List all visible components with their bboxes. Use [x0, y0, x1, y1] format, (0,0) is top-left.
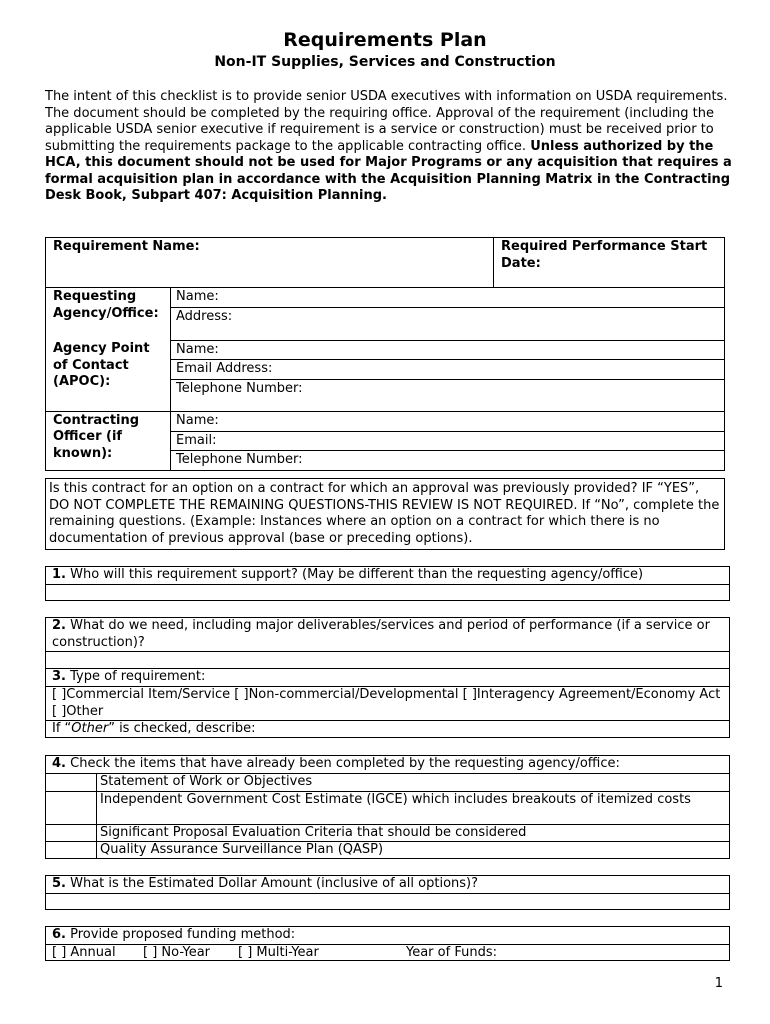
intro-text: The intent of this checklist is to provide senior USDA executives with information on USDA requirements. The document should be completed by the requiring office. Approval of the requirement (including the applicable USDA senior executive if requirement is a service or construction) must be received prior to submitting the requirements package to the applicable contracting office.: [45, 89, 728, 154]
co-email-field[interactable]: [171, 431, 725, 451]
question-5: [45, 875, 730, 910]
q6-number: 6.: [52, 927, 66, 942]
q3-other-describe[interactable]: [46, 720, 729, 738]
co-email-label: Email:: [176, 432, 217, 448]
apoc-phone-label: Telephone Number:: [176, 380, 303, 396]
q1-answer-field[interactable]: [46, 584, 729, 602]
page-number: 1: [714, 976, 723, 991]
q4-checkbox-3[interactable]: [46, 824, 97, 842]
question-4: [45, 755, 730, 859]
q4-checklist: [46, 773, 729, 859]
start-date-label: Required Performance Start Date:: [501, 239, 708, 271]
requesting-address-label: Address:: [176, 308, 233, 324]
requesting-name-field[interactable]: [171, 288, 725, 308]
q6-year-of-funds-label: Year of Funds:: [406, 945, 497, 960]
apoc-name-label: Name:: [176, 341, 219, 357]
option-notice-text: Is this contract for an option on a contract for which an approval was previously provided? IF “YES”, DO NOT COMPLETE THE REMAINING QUESTIONS-THIS REVIEW IS NOT REQUIRED. If “No”, complete the remaining questions. (Example: Instances where an option on a contract for which there is no documentation of previous approval (base or preceding options).: [49, 481, 720, 546]
q5-text: What is the Estimated Dollar Amount (inclusive of all options)?: [70, 876, 479, 891]
q4-number: 4.: [52, 756, 66, 771]
q1-number: 1.: [52, 567, 66, 582]
q4-checkbox-1[interactable]: [46, 774, 97, 792]
apoc-name-field[interactable]: [171, 340, 725, 360]
start-date-field[interactable]: [494, 238, 725, 288]
co-name-label: Name:: [176, 412, 219, 428]
apoc-email-label: Email Address:: [176, 361, 273, 376]
q3-number: 3.: [52, 669, 66, 684]
q3-other-post: ” is checked, describe:: [108, 721, 256, 736]
requirement-name-label: Requirement Name:: [53, 239, 200, 254]
requesting-name-label: Name:: [176, 289, 219, 304]
question-1: [45, 566, 730, 601]
requesting-address-field[interactable]: [171, 307, 725, 340]
apoc-label: Agency Point of Contact (APOC):: [46, 340, 171, 411]
apoc-email-field[interactable]: [171, 360, 725, 380]
contracting-officer-label: Contracting Officer (if known):: [46, 411, 171, 470]
q4-checkbox-2[interactable]: [46, 791, 97, 824]
co-name-field[interactable]: [171, 411, 725, 431]
q4-item-3: Significant Proposal Evaluation Criteria that should be considered: [97, 824, 730, 842]
requirement-name-field[interactable]: [46, 238, 494, 288]
q4-checkbox-4[interactable]: [46, 842, 97, 859]
question-3: [45, 668, 730, 738]
q4-text: Check the items that have already been completed by the requesting agency/office:: [70, 756, 620, 771]
q6-annual-checkbox[interactable]: [ ] Annual: [52, 945, 116, 960]
q1-text: Who will this requirement support? (May be different than the requesting agency/office): [70, 567, 644, 582]
q3-other-em: Other: [71, 721, 109, 736]
q3-other-pre: If “: [52, 721, 72, 736]
q3-options-text: [ ]Commercial Item/Service [ ]Non-commercial/Developmental [ ]Interagency Agreement/Economy Act [ ]Other: [52, 687, 721, 719]
q5-answer-field[interactable]: [46, 893, 729, 911]
q2-number: 2.: [52, 618, 66, 633]
requirement-info-table: [45, 237, 725, 471]
question-6: [45, 926, 730, 961]
q2-answer-field[interactable]: [46, 651, 729, 669]
q6-noyear-checkbox[interactable]: [ ] No-Year: [143, 945, 210, 960]
q6-multiyear-checkbox[interactable]: [ ] Multi-Year: [238, 945, 319, 960]
intro-paragraph: [45, 89, 735, 205]
apoc-phone-field[interactable]: [171, 379, 725, 411]
q6-funding-options: [46, 944, 729, 962]
q6-text: Provide proposed funding method:: [70, 927, 296, 942]
intro-warning: Unless authorized by the HCA, this document should not be used for Major Programs or any acquisition that requires a formal acquisition plan in accordance with the Acquisition Planning Matrix in the Contracting Desk Book, Subpart 407: Acquisition Planning.: [45, 138, 732, 203]
q4-item-1: Statement of Work or Objectives: [97, 774, 730, 792]
co-phone-field[interactable]: [171, 451, 725, 471]
q3-text: Type of requirement:: [70, 669, 206, 684]
q4-item-2: Independent Government Cost Estimate (IGCE) which includes breakouts of itemized costs: [97, 791, 730, 824]
co-phone-label: Telephone Number:: [176, 452, 303, 467]
question-2: [45, 617, 730, 669]
q3-options[interactable]: [46, 687, 729, 720]
requesting-agency-label: Requesting Agency/Office:: [46, 288, 171, 341]
option-notice: [45, 478, 725, 550]
q2-text: What do we need, including major deliverables/services and period of performance (if a service or construction)?: [52, 618, 710, 650]
page-title: Requirements Plan: [283, 29, 487, 51]
q4-item-4: Quality Assurance Surveillance Plan (QASP): [97, 842, 730, 859]
page-subtitle: Non-IT Supplies, Services and Construction: [214, 54, 556, 70]
q5-number: 5.: [52, 876, 66, 891]
